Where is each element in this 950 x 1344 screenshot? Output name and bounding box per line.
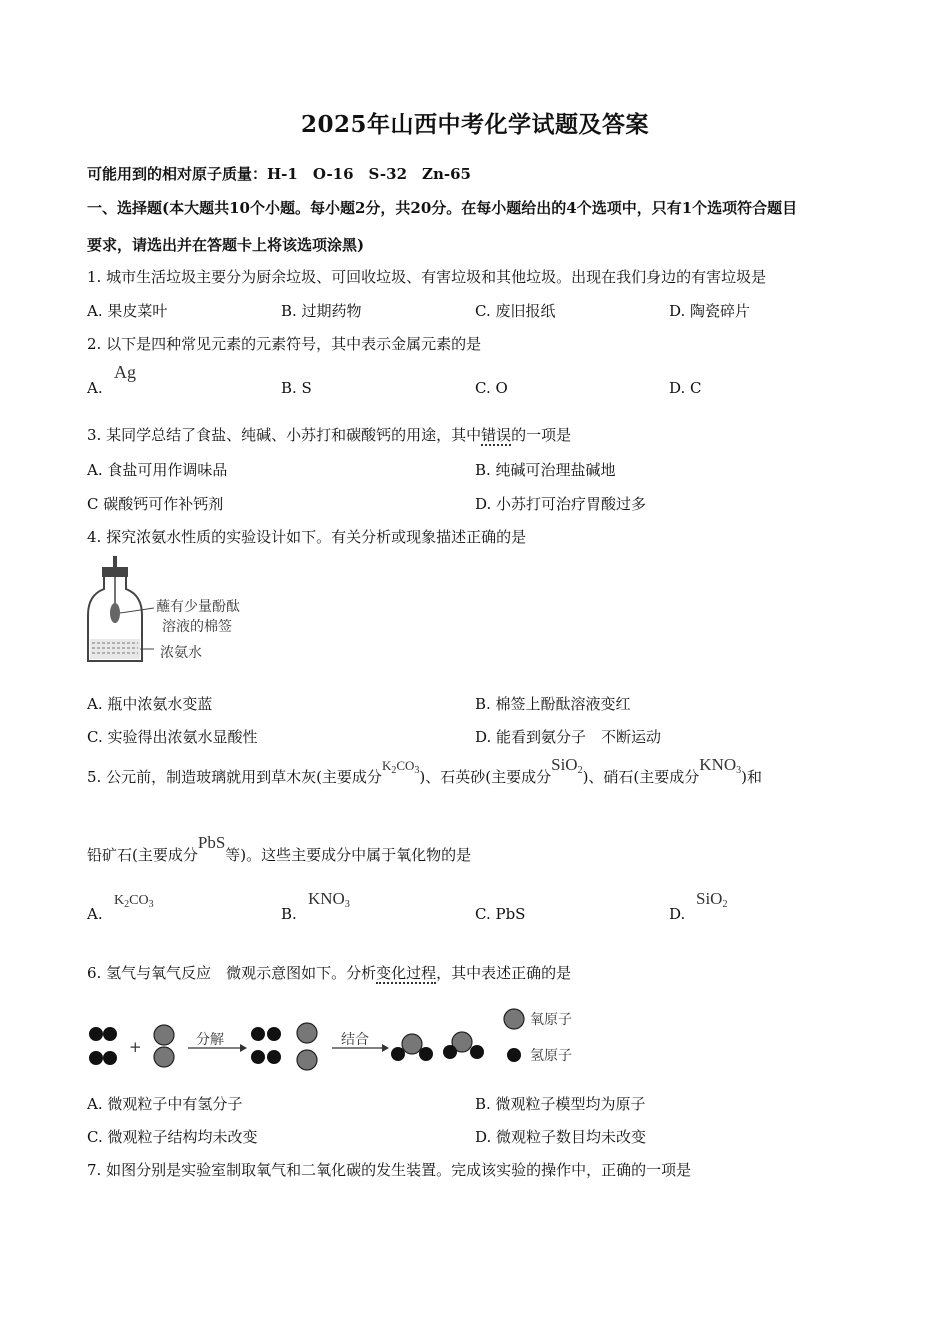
q3-stem (87, 424, 571, 445)
q3-option-c: C 碳酸钙可作补钙剂 (87, 495, 224, 513)
q6-stem-post: ，其中表述正确的是 (436, 964, 572, 982)
section-heading-line1: 一、选择题(本大题共10个小题。每小题2分，共20分。在每小题给出的4个选项中，只有1个选项符合题目 (87, 199, 798, 217)
q1-option-b: B. 过期药物 (281, 302, 362, 320)
oxygen-atom (297, 1023, 317, 1043)
q2-option-a-label: A. (87, 379, 103, 397)
reaction-micro-diagram (84, 1000, 604, 1082)
opt-d-sio: SiO (696, 889, 723, 908)
q5-stem-part2: )、石英砂(主要成分 (419, 768, 552, 786)
q1-option-d: D. 陶瓷碎片 (669, 302, 751, 320)
hydrogen-atom (267, 1027, 281, 1041)
oxygen-atom (154, 1047, 174, 1067)
swab-leader-line (120, 608, 154, 613)
q4-option-c: C. 实验得出浓氨水显酸性 (87, 728, 258, 746)
k2co3-sub3: 3 (414, 765, 420, 776)
arrow-combine-head (382, 1044, 389, 1052)
q1-stem: 1. 城市生活垃圾主要分为厨余垃圾、可回收垃圾、有害垃圾和其他垃圾。出现在我们身边的有害垃圾是 (87, 268, 767, 286)
hydrogen-atom (103, 1027, 117, 1041)
section-heading-line2: 要求，请选出并在答题卡上将该选项涂黑) (87, 236, 365, 254)
swab-label-2: 溶液的棉签 (162, 619, 232, 635)
arrow-decompose-label: 分解 (196, 1032, 224, 1048)
k2co3-k: K (381, 758, 392, 773)
q4-option-d: D. 能看到氨分子 不断运动 (475, 728, 662, 746)
opt-a-sub3: 3 (148, 899, 154, 910)
opt-a-sub2: 2 (124, 899, 130, 910)
sio2-formula-inline (551, 755, 582, 774)
q7-stem: 7. 如图分别是实验室制取氧气和二氧化碳的发生装置。完成该实验的操作中，正确的一项是 (87, 1161, 692, 1179)
q5-option-c: C. PbS (475, 905, 526, 923)
legend-oxygen-icon (504, 1009, 524, 1029)
q3-stem-emphasis: 错误 (481, 426, 512, 444)
hydrogen-atom (251, 1027, 265, 1041)
cotton-swab (110, 603, 120, 623)
k2co3-sub2: 2 (391, 765, 397, 776)
hydrogen-atom (267, 1050, 281, 1064)
q5-stem-part3: )、硝石(主要成分 (582, 768, 700, 786)
q5-stem-line1 (87, 755, 762, 800)
q2-option-a-formula: Ag (114, 362, 136, 382)
q6-option-d: D. 微观粒子数目均未改变 (475, 1128, 647, 1146)
hydrogen-atom (443, 1045, 457, 1059)
q4-option-b: B. 棉签上酚酞溶液变红 (475, 695, 631, 713)
oxygen-atom (297, 1050, 317, 1070)
q2-stem: 2. 以下是四种常见元素的元素符号，其中表示金属元素的是 (87, 335, 482, 353)
q5-option-b-label: B. (281, 905, 297, 923)
legend-oxygen-label: 氧原子 (530, 1012, 572, 1028)
opt-b-sub3: 3 (344, 899, 350, 910)
bottle-stopper (102, 567, 128, 577)
q6-option-a: A. 微观粒子中有氢分子 (87, 1095, 243, 1113)
q5-stem-part5: 铅矿石(主要成分 (87, 846, 198, 864)
oxygen-atom (402, 1034, 422, 1054)
opt-b-kno: KNO (308, 889, 345, 908)
q1-option-c: C. 废旧报纸 (475, 302, 556, 320)
q6-option-b: B. 微观粒子模型均为原子 (475, 1095, 646, 1113)
q4-stem: 4. 探究浓氨水性质的实验设计如下。有关分析或现象描述正确的是 (87, 528, 527, 546)
hydrogen-atom (89, 1027, 103, 1041)
q5-option-d-label: D. (669, 905, 686, 923)
ammonia-label: 浓氨水 (160, 645, 202, 661)
q5-option-b-formula (308, 889, 350, 910)
q6-stem-pre: 6. 氢气与氧气反应 微观示意图如下。分析 (87, 964, 377, 982)
q1-option-a: A. 果皮菜叶 (87, 302, 168, 320)
q3-option-d: D. 小苏打可治疗胃酸过多 (475, 495, 647, 513)
q5-option-a-formula (114, 893, 154, 910)
q6-option-c: C. 微观粒子结构均未改变 (87, 1128, 258, 1146)
kno3-formula-inline (699, 755, 741, 774)
q5-stem-line2 (87, 833, 472, 872)
q3-option-a: A. 食盐可用作调味品 (87, 461, 228, 479)
q6-stem-emphasis: 变化过程 (376, 964, 437, 982)
opt-a-co: CO (129, 893, 149, 908)
q5-option-d-formula (696, 889, 727, 910)
q4-option-a: A. 瓶中浓氨水变蓝 (87, 695, 213, 713)
q2-option-d: D. C (669, 379, 702, 397)
hydrogen-atom (89, 1051, 103, 1065)
q2-option-b: B. S (281, 379, 312, 397)
kno3-kno: KNO (699, 755, 737, 774)
legend-hydrogen-label: 氢原子 (530, 1048, 572, 1064)
page-title: 2025年山西中考化学试题及答案 (300, 111, 649, 138)
legend-hydrogen-icon (507, 1048, 521, 1062)
k2co3-formula-inline (381, 758, 420, 776)
q2-option-c: C. O (475, 379, 508, 397)
hydrogen-atom (419, 1047, 433, 1061)
sio2-sub2: 2 (577, 765, 583, 776)
hydrogen-atom (103, 1051, 117, 1065)
q5-stem-part1: 5. 公元前，制造玻璃就用到草木灰(主要成分 (87, 768, 382, 786)
q3-option-b: B. 纯碱可治理盐碱地 (475, 461, 616, 479)
opt-d-sub2: 2 (722, 899, 728, 910)
kno3-sub3: 3 (736, 765, 742, 776)
hydrogen-atom (470, 1045, 484, 1059)
opt-a-k: K (114, 893, 125, 908)
k2co3-co: CO (396, 758, 415, 773)
q3-stem-pre: 3. 某同学总结了食盐、纯碱、小苏打和碳酸钙的用途，其中 (87, 426, 482, 444)
q3-stem-post: 的一项是 (511, 426, 572, 444)
swab-label-1: 蘸有少量酚酞 (156, 599, 240, 615)
q5-stem-part4: )和 (741, 768, 762, 786)
ammonia-liquid (90, 639, 140, 659)
hydrogen-atom (251, 1050, 265, 1064)
arrow-decompose-head (240, 1044, 247, 1052)
q6-stem (87, 962, 571, 983)
ammonia-bottle-diagram (80, 553, 270, 668)
stopper-rod (113, 556, 117, 568)
pbs-formula-inline: PbS (197, 833, 226, 852)
sio2-sio: SiO (551, 755, 578, 774)
q5-option-a-label: A. (87, 905, 103, 923)
oxygen-atom (154, 1025, 174, 1045)
hydrogen-atom (391, 1047, 405, 1061)
atomic-mass-line: 可能用到的相对原子质量：H-1 O-16 S-32 Zn-65 (87, 165, 471, 183)
arrow-combine-label: 结合 (341, 1032, 369, 1048)
q5-stem-part6: 等)。这些主要成分中属于氧化物的是 (225, 846, 472, 864)
plus-sign: + (129, 1038, 142, 1056)
